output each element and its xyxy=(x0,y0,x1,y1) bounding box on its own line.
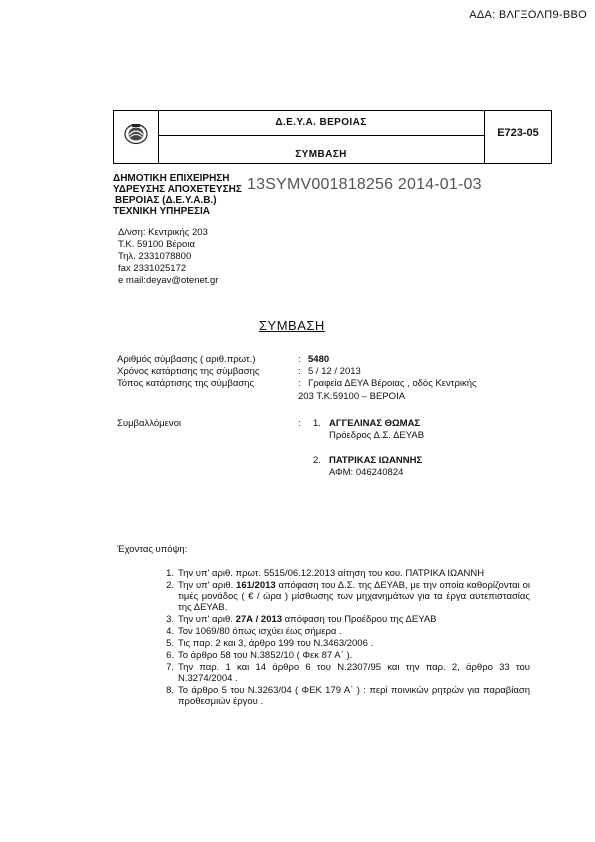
document-title: ΣΥΜΒΑΣΗ xyxy=(259,318,325,333)
org-contact-block xyxy=(118,227,218,287)
org-line-4: ΤΕΧΝΙΚΗ ΥΠΗΡΕΣΙΑ xyxy=(113,206,210,217)
place-value-2: 203 Τ.Κ.59100 – ΒΕΡΟΙΑ xyxy=(298,391,406,402)
list-item: 6. Το άρθρο 58 του Ν.3852/10 ( Φεκ 87 Α΄ ). xyxy=(166,650,353,661)
party-1-role: Πρόεδρος Δ.Σ. ΔΕΥΑΒ xyxy=(329,430,425,441)
list-item: 7. Την παρ. 1 και 14 άρθρο 6 του Ν.2307/95 και την παρ. 2, άρθρο 33 του Ν.3274/2004 . xyxy=(166,662,530,684)
logo-cell xyxy=(114,111,159,163)
org-line-1: ΔΗΜΟΤΙΚΗ ΕΠΙΧΕΙΡΗΣΗ xyxy=(113,173,230,184)
party-1-number: 1. xyxy=(313,418,321,429)
org-email: e mail:deyav@otenet.gr xyxy=(118,275,219,286)
place-label: Τόπος κατάρτισης της σύμβασης xyxy=(117,378,255,389)
list-item: 4. Τον 1069/80 όπως ισχύει έως σήμερα . xyxy=(166,626,342,637)
deyab-logo-icon xyxy=(123,123,149,145)
place-value-1: Γραφεία ΔΕΥΑ Βέροιας , οδός Κεντρικής xyxy=(308,378,477,389)
header-table xyxy=(113,110,552,164)
org-line-2: ΥΔΡΕΥΣΗΣ ΑΠΟΧΕΤΕΥΣΗΣ xyxy=(113,184,242,195)
header-title-cell xyxy=(158,111,485,163)
parties-label: Συμβαλλόμενοι xyxy=(117,418,181,429)
list-item: 1. Την υπ' αριθ. πρωτ. 5515/06.12.2013 αίτηση του κου. ΠΑΤΡΙΚΑ ΙΩΑΝΝΗ xyxy=(166,568,485,579)
header-doc-type: ΣΥΜΒΑΣΗ xyxy=(295,149,347,160)
list-item: 2. Την υπ' αριθ. 161/2013 απόφαση του Δ.Σ. της ΔΕΥΑΒ, με την οποία καθορίζονται οι τιμές μονάδος ( € / ώρα ) μίσθωσης των μηχανημάτων για τα έργα αυτεπιστασίας της ΔΕΥΑΒ. xyxy=(166,580,530,613)
date-value: 5 / 12 / 2013 xyxy=(308,366,361,377)
list-item: 8. Το άρθρο 5 του Ν.3263/04 ( ΦΕΚ 179 Α΄ ) : περί ποινικών ρητρών για παραβίαση προθεσμιών έργου . xyxy=(166,685,530,707)
party-2-afm: ΑΦΜ: 046240824 xyxy=(329,467,404,478)
considerations-list xyxy=(160,568,530,708)
header-org: Δ.Ε.Υ.Α. ΒΕΡΟΙΑΣ xyxy=(158,111,484,136)
party-2-name: ΠΑΤΡΙΚΑΣ ΙΩΑΝΝΗΣ xyxy=(329,455,423,466)
colon: : xyxy=(298,354,301,365)
colon: : xyxy=(298,378,301,389)
list-item: 3. Την υπ' αριθ. 27Α / 2013 απόφαση του Προέδρου της ΔΕΥΑΒ xyxy=(166,614,437,625)
registry-stamp: 13SYMV001818256 2014-01-03 xyxy=(247,176,482,193)
considerations-intro: Έχοντας υπόψη: xyxy=(117,544,188,555)
contract-no-value: 5480 xyxy=(308,354,330,365)
colon: : xyxy=(298,418,301,429)
org-name-block xyxy=(113,173,242,217)
date-label: Χρόνος κατάρτισης της σύμβασης xyxy=(117,366,260,377)
party-1-name: ΑΓΓΕΛΙΝΑΣ ΘΩΜΑΣ xyxy=(329,418,421,429)
org-address: Δ/νση: Κεντρικής 203 xyxy=(118,227,208,238)
contract-no-label: Αριθμός σύμβασης ( αριθ.πρωτ.) xyxy=(117,354,256,365)
party-2-number: 2. xyxy=(313,455,321,466)
org-fax: fax 2331025172 xyxy=(118,263,187,274)
list-item: 5. Τις παρ. 2 και 3, άρθρο 199 του Ν.3463/2006 . xyxy=(166,638,374,649)
org-phone: Τηλ. 2331078800 xyxy=(118,251,192,262)
org-line-3: ΒΕΡΟΙΑΣ (Δ.Ε.Υ.Α.Β.) xyxy=(115,195,217,206)
colon: : xyxy=(298,366,301,377)
org-postcode: Τ.Κ. 59100 Βέροια xyxy=(118,239,195,250)
header-code: Ε723-05 xyxy=(497,127,539,139)
ada-code: ΑΔΑ: ΒΛΓΞΟΛΠ9-ΒΒΟ xyxy=(469,9,587,21)
